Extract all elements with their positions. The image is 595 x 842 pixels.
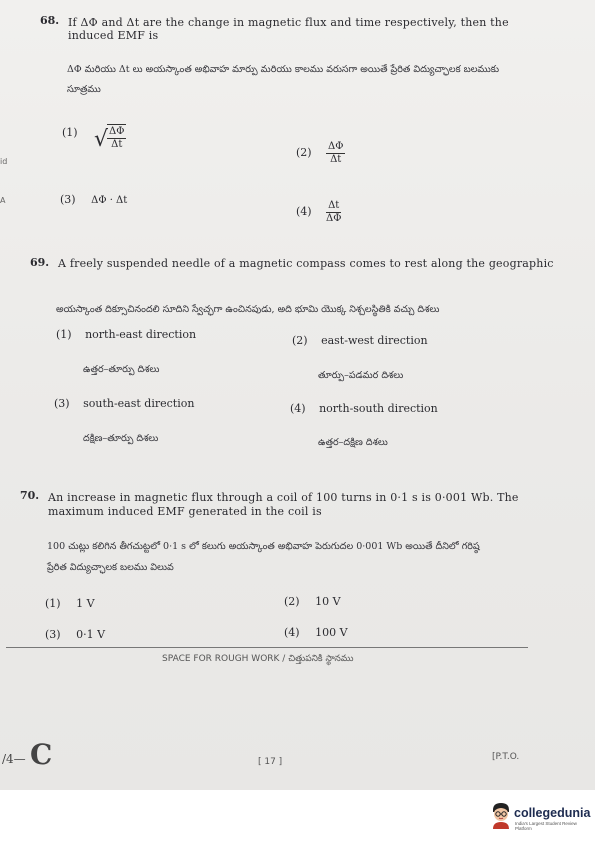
option-3[interactable] (54, 397, 194, 410)
sqrt-icon: √ (94, 127, 109, 152)
option-label: (1) (62, 126, 78, 139)
sqrt-expression: √ $\frac{\Delta\Phi}{\Delta t}$ (94, 126, 125, 152)
option-text: 0·1 V (76, 628, 106, 641)
paper-code-prefix: /4— (2, 752, 26, 766)
option-3[interactable] (60, 193, 127, 206)
option-expression: ΔΦ · Δt (91, 195, 128, 206)
fraction: $\frac{\Delta\Phi}{\Delta t}$ (328, 141, 344, 165)
rough-work-label: SPACE FOR ROUGH WORK / చిత్తుపనికి స్థానము (162, 654, 354, 664)
option-1[interactable] (62, 126, 78, 139)
question-text-english: A freely suspended needle of a magnetic compass comes to rest along the geographic (58, 257, 554, 270)
option-text-telugu: ఉత్తర–తూర్పు దిశలు (83, 364, 160, 375)
brand-tagline: India's Largest Student Review Platform (515, 821, 577, 831)
option-text: north-east direction (85, 328, 197, 341)
question-number: 70. (20, 489, 40, 502)
option-label: (4) (284, 626, 300, 639)
option-4[interactable] (296, 205, 312, 218)
question-text-telugu: ΔΦ మరియు Δt లు అయస్కాంత అభివాహ మార్పు మరియు కాలము వరుసగా అయితే ప్రేరిత విద్యుచ్ఛాలక బలముకు (67, 64, 500, 75)
question-text-english: maximum induced EMF generated in the coil is (48, 505, 322, 518)
question-text-telugu: 100 చుట్లు కలిగిన తీగచుట్టలో 0·1 s లో కలుగు అయస్కాంత అభివాహ పెరుగుదల 0·001 Wb అయితే దీనిలో గరిష్ఠ (47, 541, 480, 552)
question-number: 68. (40, 14, 60, 27)
student-mascot-icon (490, 801, 512, 829)
option-3[interactable] (45, 628, 105, 641)
option-text: 1 V (76, 597, 95, 610)
option-label: (3) (45, 628, 61, 641)
option-text: north-south direction (319, 402, 438, 415)
margin-mark: id (0, 157, 8, 166)
question-text-telugu: అయస్కాంత దిక్సూచినందలి సూదిని స్వేచ్ఛగా ఉంచినపుడు, అది భూమి యొక్క నిశ్చలస్థితికి వచ్చు దిశలు (56, 304, 440, 315)
option-2[interactable] (296, 146, 312, 159)
question-number: 69. (30, 256, 50, 269)
option-text-telugu: దక్షిణ–తూర్పు దిశలు (83, 433, 159, 444)
option-label: (4) (290, 402, 306, 415)
margin-mark: A (0, 196, 6, 205)
option-text-telugu: ఉత్తర–దక్షిణ దిశలు (318, 437, 388, 448)
question-text-telugu: సూత్రము (67, 84, 101, 95)
question-text-english: induced EMF is (68, 29, 159, 42)
pto-label: [P.T.O. (492, 752, 520, 762)
fraction: $\frac{\Delta t}{\Delta\Phi}$ (326, 200, 342, 224)
option-4[interactable] (290, 402, 438, 415)
page-number: [ 17 ] (258, 757, 283, 767)
divider-line (6, 647, 528, 648)
option-text: 100 V (315, 626, 348, 639)
option-label: (2) (296, 146, 312, 159)
option-4[interactable] (284, 626, 348, 639)
question-text-telugu: ప్రేరిత విద్యుచ్ఛాలక బలము విలువ (47, 562, 174, 573)
option-label: (4) (296, 205, 312, 218)
option-label: (2) (292, 334, 308, 347)
option-2[interactable] (292, 334, 428, 347)
question-text-english: If ΔΦ and Δt are the change in magnetic flux and time respectively, then the (68, 16, 509, 29)
option-text: 10 V (315, 595, 341, 608)
option-text: south-east direction (83, 397, 195, 410)
option-label: (2) (284, 595, 300, 608)
paper-code-letter: C (30, 738, 53, 771)
collegedunia-logo (490, 800, 590, 832)
option-label: (1) (45, 597, 61, 610)
option-label: (1) (56, 328, 72, 341)
option-label: (3) (60, 193, 76, 206)
option-1[interactable] (56, 328, 196, 341)
question-text-english: An increase in magnetic flux through a coil of 100 turns in 0·1 s is 0·001 Wb. The (48, 491, 519, 504)
option-1[interactable] (45, 597, 95, 610)
option-label: (3) (54, 397, 70, 410)
option-text-telugu: తూర్పు–పడమర దిశలు (318, 370, 404, 381)
brand-name: collegedunia (514, 806, 591, 820)
option-2[interactable] (284, 595, 341, 608)
option-text: east-west direction (321, 334, 428, 347)
